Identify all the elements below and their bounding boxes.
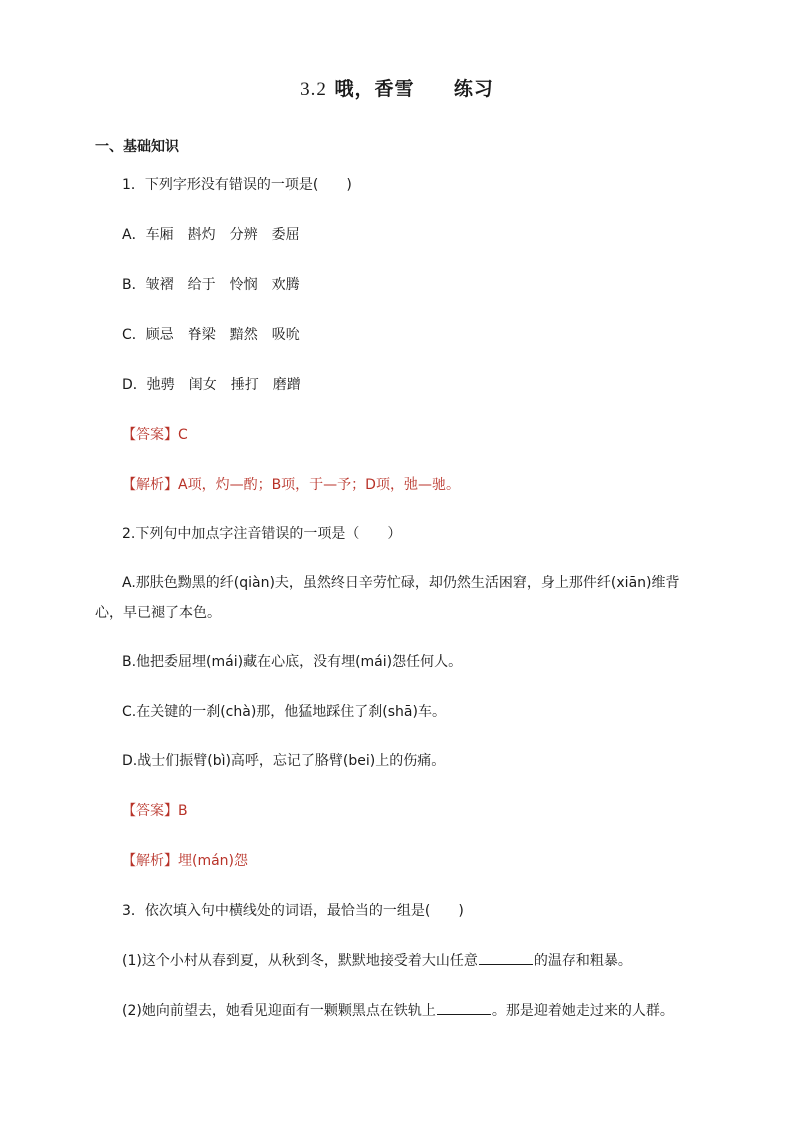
q3-sentence-2 <box>122 1001 674 1021</box>
q1-analysis: 【解析】A项，灼—酌；B项，于—予；D项，弛—驰。 <box>122 477 460 493</box>
q1-option-b: B．皱褶 给于 怜悯 欢腾 <box>122 277 300 293</box>
q2-answer: 【答案】B <box>122 803 188 819</box>
title-suffix: 练习 <box>453 78 494 100</box>
q3-s2-after: 。那是迎着她走过来的人群。 <box>491 1003 674 1019</box>
q3-stem: 3．依次填入句中横线处的词语，最恰当的一组是( ) <box>122 903 464 919</box>
section-heading: 一、基础知识 <box>95 139 179 155</box>
title-text: 哦，香雪 <box>334 78 415 100</box>
q1-option-d: D．弛骋 闺女 捶打 磨蹭 <box>122 377 301 393</box>
q2-option-b: B.他把委屈埋(mái)藏在心底，没有埋(mái)怨任何人。 <box>122 654 463 670</box>
q3-s1-before: (1)这个小村从春到夏，从秋到冬，默默地接受着大山任意 <box>122 953 478 969</box>
title-number: 3.2 <box>300 79 327 100</box>
fill-blank <box>479 952 533 965</box>
q2-stem: 2.下列句中加点字注音错误的一项是（ ） <box>122 526 402 542</box>
page-title <box>0 74 794 101</box>
fill-blank <box>437 1002 491 1015</box>
q2-option-d: D.战士们振臂(bì)高呼，忘记了胳臂(bei)上的伤痛。 <box>122 753 446 769</box>
q3-sentence-1 <box>122 951 632 971</box>
q3-s2-before: (2)她向前望去，她看见迎面有一颗颗黑点在铁轨上 <box>122 1003 436 1019</box>
q2-option-c: C.在关键的一刹(chà)那，他猛地踩住了刹(shā)车。 <box>122 704 446 720</box>
q1-answer: 【答案】C <box>122 427 188 443</box>
q1-stem: 1．下列字形没有错误的一项是( ) <box>122 177 352 193</box>
q1-option-a: A．车厢 斟灼 分辨 委屈 <box>122 227 300 243</box>
q3-s1-after: 的温存和粗暴。 <box>533 953 632 969</box>
q1-option-c: C．顾忌 脊梁 黯然 吸吮 <box>122 327 300 343</box>
q2-option-a: A.那肤色黝黑的纤(qiàn)夫，虽然终日辛劳忙碌，却仍然生活困窘，身上那件纤(xiān)维背心，早已褪了本色。 <box>95 575 680 621</box>
q2-analysis: 【解析】埋(mán)怨 <box>122 853 249 869</box>
